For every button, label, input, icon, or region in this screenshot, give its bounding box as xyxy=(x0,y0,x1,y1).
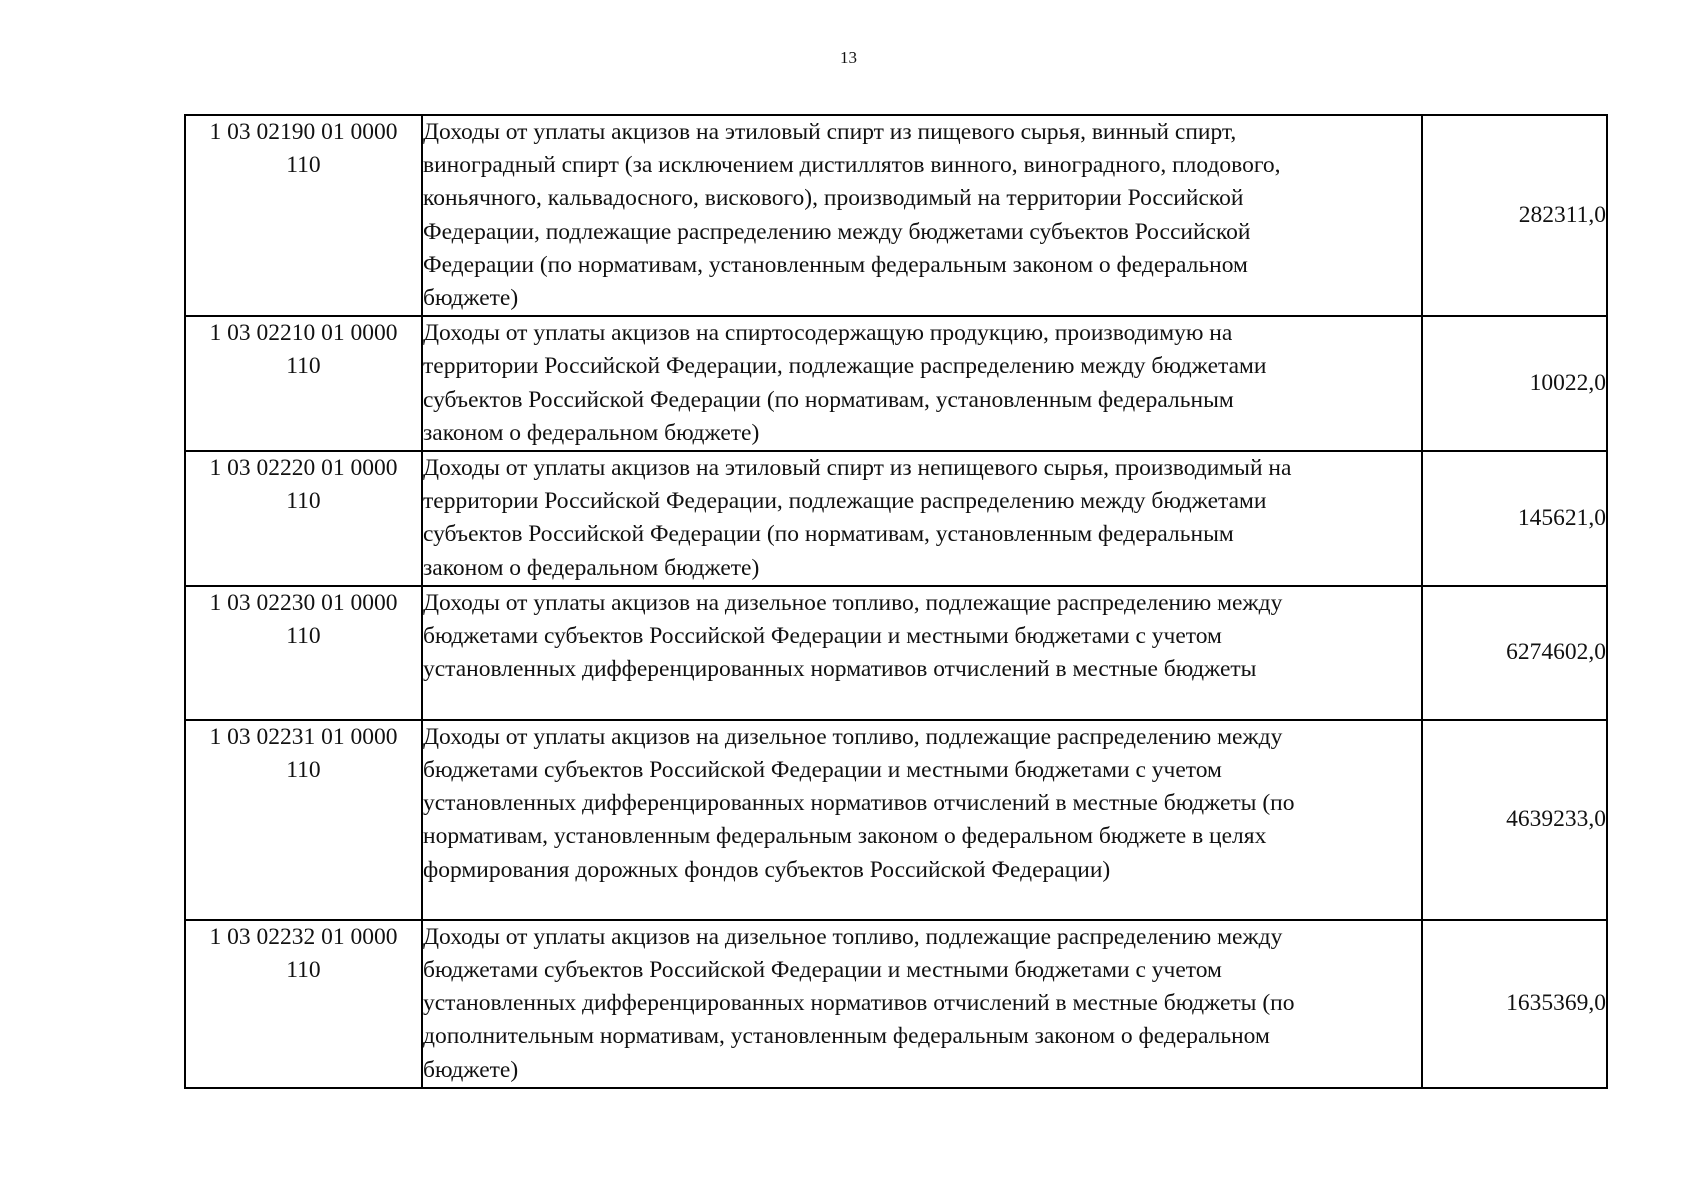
table-row xyxy=(185,115,1607,316)
description-line: территории Российской Федерации, подлежащие распределению между бюджетами xyxy=(423,353,1267,380)
description-line: коньячного, кальвадосного, вискового), производимый на территории Российской xyxy=(423,185,1244,212)
code-line: 1 03 02230 01 0000 xyxy=(209,589,398,616)
code-cell xyxy=(185,316,422,451)
description-line: законом о федеральном бюджете) xyxy=(423,554,760,581)
description-line: Доходы от уплаты акцизов на дизельное топливо, подлежащие распределению между xyxy=(423,723,1283,750)
description-line: Доходы от уплаты акцизов на этиловый спирт из непищевого сырья, производимый на xyxy=(423,455,1292,482)
code-line: 1 03 02210 01 0000 xyxy=(209,320,398,347)
description-cell xyxy=(422,920,1422,1088)
code-line: 110 xyxy=(286,488,321,515)
description-line: бюджетами субъектов Российской Федерации и местными бюджетами с учетом xyxy=(423,757,1222,784)
description-cell xyxy=(422,451,1422,586)
description-line: бюджетами субъектов Российской Федерации и местными бюджетами с учетом xyxy=(423,623,1222,650)
page-number: 13 xyxy=(840,48,857,67)
amount-cell: 6274602,0 xyxy=(1422,586,1607,720)
description-line: бюджете) xyxy=(423,285,519,312)
description-line: бюджете) xyxy=(423,1056,519,1083)
table-row xyxy=(185,586,1607,720)
amount-cell: 282311,0 xyxy=(1422,115,1607,316)
code-line: 110 xyxy=(286,957,321,984)
table-row xyxy=(185,451,1607,586)
code-cell xyxy=(185,720,422,920)
code-line: 1 03 02220 01 0000 xyxy=(209,455,398,482)
code-cell xyxy=(185,451,422,586)
description-line: формирования дорожных фондов субъектов Российской Федерации) xyxy=(423,856,1111,883)
description-line: нормативам, установленным федеральным законом о федеральном бюджете в целях xyxy=(423,823,1267,850)
description-line: Доходы от уплаты акцизов на дизельное топливо, подлежащие распределению между xyxy=(423,923,1283,950)
code-line: 1 03 02231 01 0000 xyxy=(209,723,398,750)
code-line: 110 xyxy=(286,623,321,650)
code-cell xyxy=(185,920,422,1088)
description-line: бюджетами субъектов Российской Федерации и местными бюджетами с учетом xyxy=(423,957,1222,984)
description-cell xyxy=(422,720,1422,920)
description-line: установленных дифференцированных нормативов отчислений в местные бюджеты xyxy=(423,656,1257,683)
description-line: Федерации, подлежащие распределению между бюджетами субъектов Российской xyxy=(423,218,1251,245)
description-line: Доходы от уплаты акцизов на дизельное топливо, подлежащие распределению между xyxy=(423,589,1283,616)
description-line: Доходы от уплаты акцизов на этиловый спирт из пищевого сырья, винный спирт, xyxy=(423,119,1237,145)
description-cell xyxy=(422,316,1422,451)
amount-cell: 4639233,0 xyxy=(1422,720,1607,920)
description-line: законом о федеральном бюджете) xyxy=(423,419,760,446)
table-row xyxy=(185,316,1607,451)
description-line: виноградный спирт (за исключением дистиллятов винного, виноградного, плодового, xyxy=(423,152,1281,179)
table-row xyxy=(185,920,1607,1088)
table-row xyxy=(185,720,1607,920)
code-line: 1 03 02190 01 0000 xyxy=(209,119,398,145)
code-line: 110 xyxy=(286,757,321,784)
description-line: Доходы от уплаты акцизов на спиртосодержащую продукцию, производимую на xyxy=(423,320,1233,347)
code-cell xyxy=(185,586,422,720)
description-line: установленных дифференцированных нормативов отчислений в местные бюджеты (по xyxy=(423,990,1295,1017)
description-line: территории Российской Федерации, подлежащие распределению между бюджетами xyxy=(423,488,1267,515)
code-cell xyxy=(185,115,422,316)
amount-cell: 145621,0 xyxy=(1422,451,1607,586)
code-line: 110 xyxy=(286,353,321,380)
description-line: дополнительным нормативам, установленным федеральным законом о федеральном xyxy=(423,1023,1270,1050)
amount-cell: 10022,0 xyxy=(1422,316,1607,451)
code-line: 1 03 02232 01 0000 xyxy=(209,923,398,950)
description-line: субъектов Российской Федерации (по нормативам, установленным федеральным xyxy=(423,386,1234,413)
description-line: Федерации (по нормативам, установленным федеральным законом о федеральном xyxy=(423,251,1248,278)
revenue-table xyxy=(184,114,1608,1089)
code-line: 110 xyxy=(286,152,321,179)
description-line: установленных дифференцированных нормативов отчислений в местные бюджеты (по xyxy=(423,790,1295,817)
amount-cell: 1635369,0 xyxy=(1422,920,1607,1088)
description-cell xyxy=(422,115,1422,316)
description-line: субъектов Российской Федерации (по нормативам, установленным федеральным xyxy=(423,521,1234,548)
description-cell xyxy=(422,586,1422,720)
